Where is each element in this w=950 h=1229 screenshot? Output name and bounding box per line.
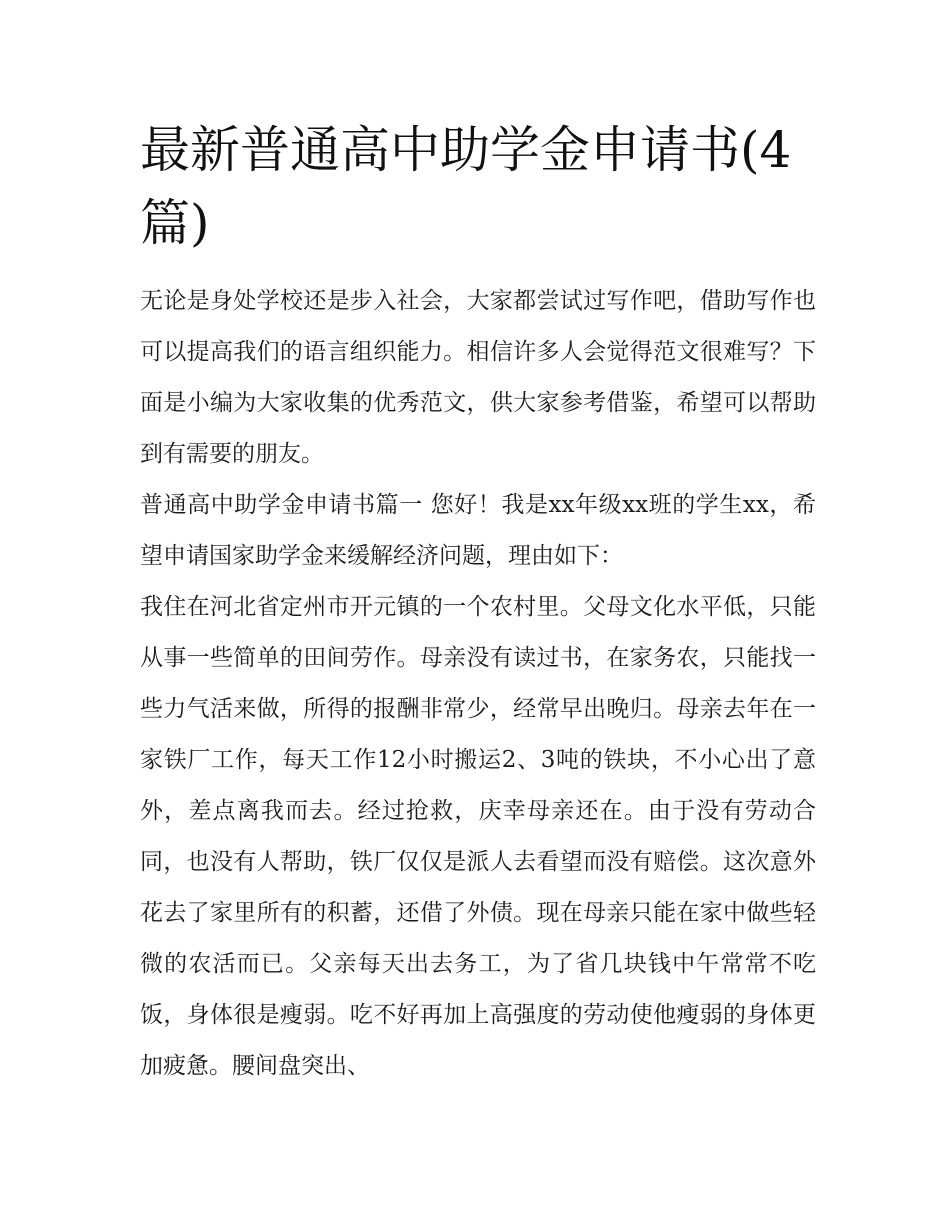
document-body — [140, 276, 816, 1092]
paragraph-greeting: 普通高中助学金申请书篇一 您好！我是xx年级xx班的学生xx，希望申请国家助学金来缓解经济问题，理由如下： — [140, 492, 816, 569]
document-title: 最新普通高中助学金申请书(4篇) — [140, 121, 792, 252]
paragraph-intro: 无论是身处学校还是步入社会，大家都尝试过写作吧，借助写作也可以提高我们的语言组织能力。相信许多人会觉得范文很难写？下面是小编为大家收集的优秀范文，供大家参考借鉴，希望可以帮助到有需要的朋友。 — [140, 288, 816, 467]
paragraph-family-situation: 我住在河北省定州市开元镇的一个农村里。父母文化水平低，只能从事一些简单的田间劳作。母亲没有读过书，在家务农，只能找一些力气活来做，所得的报酬非常少，经常早出晚归。母亲去年在一家铁厂工作，每天工作12小时搬运2、3吨的铁块，不小心出了意外，差点离我而去。经过抢救，庆幸母亲还在。由于没有劳动合同，也没有人帮助，铁厂仅仅是派人去看望而没有赔偿。这次意外花去了家里所有的积蓄，还借了外债。现在母亲只能在家中做些轻微的农活而已。父亲每天出去务工，为了省几块钱中午常常不吃饭，身体很是瘦弱。吃不好再加上高强度的劳动使他瘦弱的身体更加疲惫。腰间盘突出、 — [140, 594, 816, 1079]
